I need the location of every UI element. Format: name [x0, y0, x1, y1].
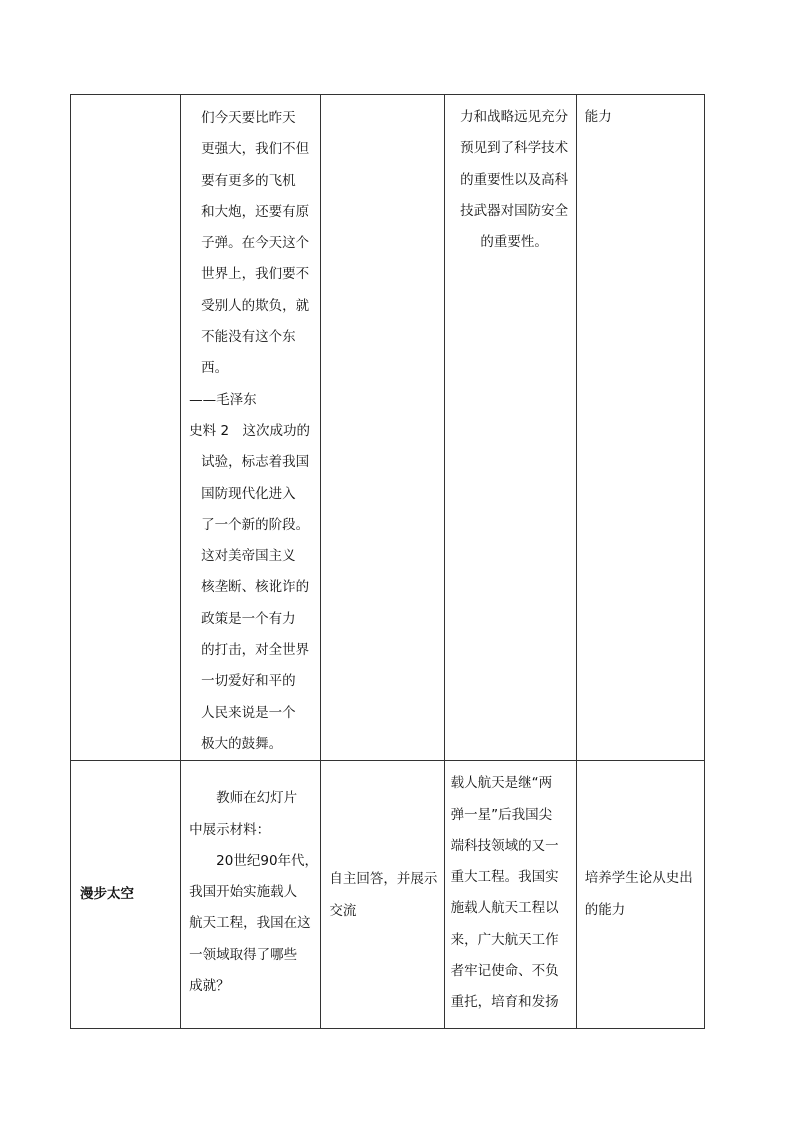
text-line: 了一个新的阶段。 [201, 516, 310, 533]
text-line: 受别人的欺负，就 [201, 297, 310, 314]
text-line: 不能没有这个东 [201, 329, 296, 346]
text-line: 人民来说是一个 [201, 704, 296, 721]
table-row [71, 761, 705, 1029]
text-line: 能力 [584, 109, 612, 125]
text-line: 重托，培育和发扬 [450, 994, 559, 1011]
text-line: 核垄断、核讹诈的 [201, 579, 310, 596]
text-line: 20世纪90年代， [189, 852, 319, 869]
source-heading: 史料 2 这次成功的 [189, 422, 311, 439]
text-line: 技武器对国防安全 [460, 202, 569, 219]
design-intent-cell [444, 761, 576, 1029]
student-activity-cell [321, 761, 444, 1029]
text-line: 中展示材料： [189, 821, 271, 838]
text-line: 国防现代化进入 [201, 485, 296, 502]
text-line: 的能力 [584, 901, 626, 918]
text-line: 的重要性以及高科 [460, 171, 569, 188]
text-line: 自主回答，并展示 [329, 871, 438, 888]
objective-cell [576, 761, 704, 1029]
text-line: 力和战略远见充分 [460, 109, 569, 125]
text-line: 航天工程，我国在这 [189, 915, 311, 932]
text-line: 成就？ [189, 978, 230, 995]
table-row [71, 95, 705, 761]
text-line: 政策是一个有力 [201, 610, 296, 627]
text-line: 教师在幻灯片 [189, 790, 298, 807]
text-line: 更强大，我们不但 [201, 141, 310, 158]
text-line: 世界上，我们要不 [201, 266, 310, 283]
text-line: 极大的鼓舞。 [201, 735, 283, 752]
stage-cell [71, 95, 181, 761]
teacher-activity-cell [181, 761, 321, 1029]
text-line: 预见到了科学技术 [460, 140, 569, 157]
text-line: 的重要性。 [480, 234, 548, 251]
text-line: 西。 [201, 360, 229, 377]
text-line: 端科技领域的又一 [450, 837, 559, 854]
student-activity-cell [321, 95, 444, 761]
text-line: 培养学生论从史出 [584, 870, 693, 887]
text-line: 们今天要比昨天 [201, 110, 296, 126]
text-line: 和大炮，还要有原 [201, 203, 310, 220]
text-line: 我国开始实施载人 [189, 884, 298, 901]
text-line: 载人航天是继“两 [450, 775, 553, 792]
text-line: 施载人航天工程以 [450, 900, 559, 917]
text-line: 交流 [329, 902, 357, 919]
text-line: 子弹。在今天这个 [201, 235, 310, 252]
text-line: 要有更多的飞机 [201, 172, 296, 189]
stage-title: 漫步太空 [80, 886, 134, 903]
objective-cell [576, 95, 704, 761]
text-line: 的打击，对全世界 [201, 642, 310, 659]
text-line: 一领域取得了哪些 [189, 946, 298, 963]
stage-cell [71, 761, 181, 1029]
text-line: 这对美帝国主义 [201, 548, 296, 565]
design-intent-cell [444, 95, 576, 761]
text-line: 一切爱好和平的 [201, 673, 296, 690]
quote-attribution: ——毛泽东 [189, 391, 257, 408]
text-line: 重大工程。我国实 [450, 869, 559, 886]
teacher-activity-cell [181, 95, 321, 761]
text-line: 试验，标志着我国 [201, 454, 310, 471]
text-line: 来，广大航天工作 [450, 931, 559, 948]
text-line: 者牢记使命、不负 [450, 963, 559, 980]
lesson-plan-table [70, 94, 705, 1029]
text-line: 弹一星”后我国尖 [450, 806, 553, 823]
